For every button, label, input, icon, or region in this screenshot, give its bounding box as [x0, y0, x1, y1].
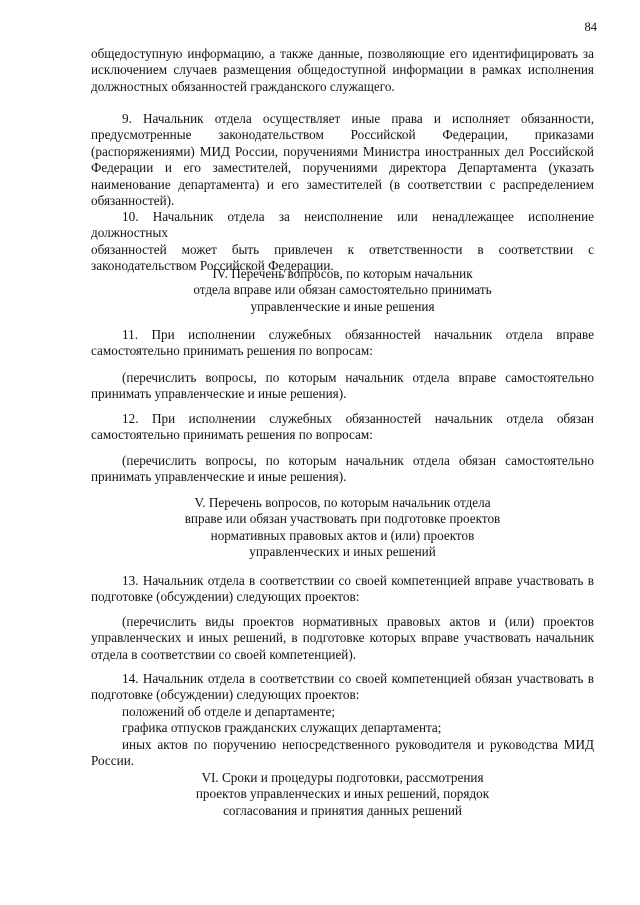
text-line: подготовке (обсуждении) следующих проектов:	[91, 589, 360, 605]
list-item: положений об отделе и департаменте;	[122, 703, 336, 719]
paragraph-12	[91, 411, 594, 444]
text-line: принимать управленческие и иные решения).	[91, 469, 347, 485]
paragraph-14	[91, 671, 594, 769]
heading-line: отдела вправе или обязан самостоятельно принимать	[193, 282, 492, 298]
text-line: обязанностей).	[91, 193, 175, 209]
intro-paragraph	[91, 46, 594, 95]
heading-line: согласования и принятия данных решений	[223, 802, 462, 818]
text-line: законодательством Российской Федерации.	[91, 258, 334, 274]
section-iv-heading	[91, 266, 594, 315]
section-v-heading	[91, 495, 594, 561]
heading-line: управленческие и иные решения	[250, 298, 435, 314]
text-line: 14. Начальник отдела в соответствии со своей компетенцией обязан участвовать в	[122, 671, 594, 686]
heading-line: нормативных правовых актов и (или) проектов	[210, 527, 475, 543]
text-line: 10. Начальник отдела за неисполнение или ненадлежащее исполнение должностных	[91, 209, 594, 241]
paragraph-13-note	[91, 614, 594, 663]
text-line: 9. Начальник отдела осуществляет иные права и исполняет обязанности,	[122, 111, 594, 126]
text-line: России.	[91, 753, 135, 769]
text-line: (перечислить вопросы, по которым начальник отдела вправе самостоятельно	[122, 370, 594, 385]
heading-line: IV. Перечень вопросов, по которым начальник	[212, 266, 473, 281]
heading-line: проектов управленческих и иных решений, порядок	[195, 786, 490, 802]
text-line: 11. При исполнении служебных обязанностей начальник отдела вправе	[122, 327, 594, 342]
paragraph-11-note	[91, 370, 594, 403]
text-line: отдела в соответствии со своей компетенцией).	[91, 646, 357, 662]
paragraph-10	[91, 209, 594, 275]
text-line: (перечислить виды проектов нормативных правовых актов и (или) проектов	[122, 614, 594, 629]
text-line: Федерации и его заместителей, поручениями директора Департамента (указать	[91, 160, 594, 176]
heading-line: управленческих и иных решений	[249, 544, 436, 560]
heading-line: V. Перечень вопросов, по которым начальник отдела	[194, 495, 491, 510]
text-line: принимать управленческие и иные решения).	[91, 386, 347, 402]
paragraph-13	[91, 573, 594, 606]
text-line: общедоступную информацию, а также данные, позволяющие его идентифицировать за	[91, 46, 594, 61]
text-line: подготовке (обсуждении) следующих проектов:	[91, 687, 360, 703]
paragraph-12-note	[91, 453, 594, 486]
heading-line: VI. Сроки и процедуры подготовки, рассмотрения	[201, 770, 484, 785]
list-item: иных актов по поручению непосредственного руководителя и руководства МИД	[122, 736, 594, 752]
list-item: графика отпусков гражданских служащих департамента;	[122, 720, 442, 736]
page-number: 84	[584, 20, 597, 34]
text-line: (перечислить вопросы, по которым начальник отдела обязан самостоятельно	[122, 453, 594, 468]
text-line: 12. При исполнении служебных обязанностей начальник отдела обязан	[122, 411, 594, 426]
paragraph-11	[91, 327, 594, 360]
text-line: 13. Начальник отдела в соответствии со своей компетенцией вправе участвовать в	[122, 573, 594, 588]
paragraph-9	[91, 111, 594, 209]
text-line: (распоряжениями) МИД России, поручениями Министра иностранных дел Российской	[91, 143, 594, 159]
text-line: самостоятельно принимать решения по вопросам:	[91, 427, 373, 443]
text-line: предусмотренные законодательством Российской Федерации, приказами	[91, 127, 594, 143]
text-line: обязанностей может быть привлечен к ответственности в соответствии с	[91, 241, 594, 257]
text-line: управленческих и иных решений, в подготовке которых вправе участвовать начальник	[91, 630, 594, 646]
section-vi-heading	[91, 770, 594, 819]
text-line: исключением случаев размещения общедоступной информации в рамках исполнения	[91, 62, 594, 78]
text-line: самостоятельно принимать решения по вопросам:	[91, 343, 373, 359]
text-line: должностных обязанностей гражданского служащего.	[91, 78, 395, 94]
text-line: наименование департамента) и его заместителей (в соответствии с распределением	[91, 176, 594, 192]
heading-line: вправе или обязан участвовать при подготовке проектов	[184, 511, 501, 527]
